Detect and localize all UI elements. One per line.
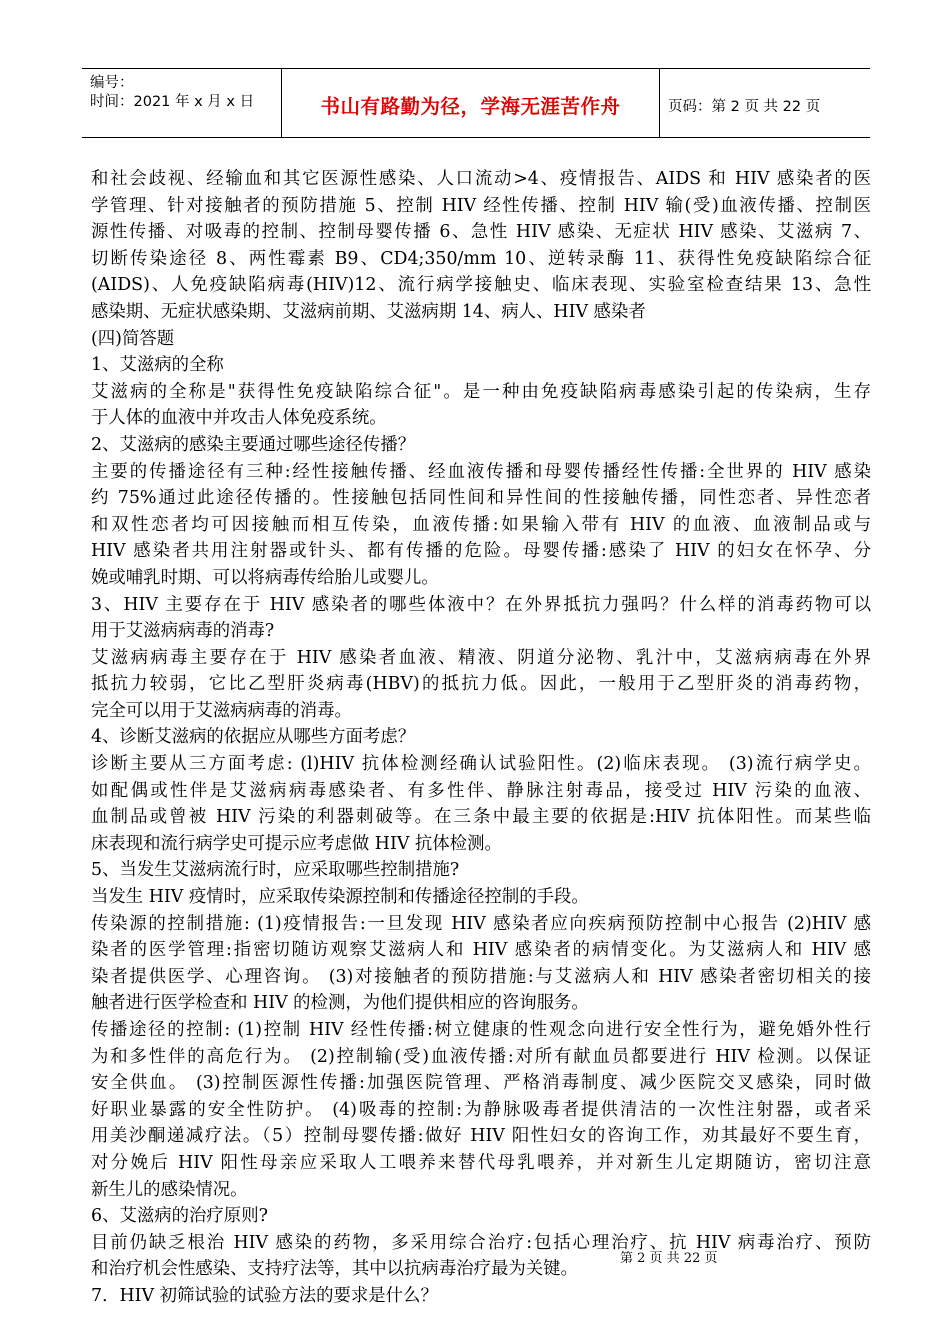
text-line: 娩或哺乳时期、可以将病毒传给胎儿或婴儿。 (91, 567, 439, 588)
text-line: 和社会歧视、经输血和其它医源性感染、人口流动>4、疫情报告、AIDS 和 HIV 感染者的医 (91, 169, 871, 189)
page-label: 页码：第 2 页 共 22 页 (668, 98, 821, 115)
text-line: 切断传染途径 8、两性霉素 B9、CD4;350/mm 10、逆转录酶 11、获得性免疫缺陷综合征 (91, 248, 871, 269)
text-line: 7．HIV 初筛试验的试验方法的要求是什么？ (91, 1285, 438, 1306)
text-line: 染者提供医学、心理咨询。 (3)对接触者的预防措施:与艾滋病人和 HIV 感染者密切相关的接 (91, 966, 871, 987)
text-line: 传播途径的控制: (1)控制 HIV 经性传播:树立健康的性观念向进行安全性行为，避免婚外性行 (91, 1020, 871, 1040)
text-line: 1、艾滋病的全称 (91, 355, 224, 376)
text-line: 血制品或曾被 HIV 污染的利器刺破等。在三条中最主要的依据是:HIV 抗体阳性。而某些临 (91, 807, 871, 828)
text-line: 和治疗机会性感染、支持疗法等，其中以抗病毒治疗最为关键。 (91, 1259, 578, 1280)
text-line: 学管理、针对接触者的预防措施 5、控制 HIV 经性传播、控制 HIV 输(受)血液传播、控制医 (91, 195, 871, 216)
page-footer: 第 2 页 共 22 页 (620, 1251, 718, 1266)
text-line: HIV 感染者共用注射器或针头、都有传播的危险。母婴传播:感染了 HIV 的妇女在怀孕、分 (91, 541, 871, 562)
text-line: 床表现和流行病学史可提示应考虑做 HIV 抗体检测。 (91, 833, 502, 854)
text-line: 主要的传播途径有三种:经性接触传播、经血液传播和母婴传播经性传播:全世界的 HIV 感染 (91, 461, 871, 482)
header-motto-cell (282, 69, 660, 137)
text-line: 完全可以用于艾滋病病毒的消毒。 (91, 700, 352, 721)
text-line: 新生儿的感染情况。 (91, 1179, 248, 1200)
text-line: 4、诊断艾滋病的依据应从哪些方面考虑？ (91, 727, 416, 748)
text-line: 诊断主要从三方面考虑: (l)HIV 抗体检测经确认试验阳性。(2)临床表现。 (3)流行病学史。 (91, 754, 871, 775)
text-line: 如配偶或性伴是艾滋病病毒感染者、有多性伴、静脉注射毒品，接受过 HIV 污染的血液、 (91, 780, 871, 801)
text-line: 染者的医学管理:指密切随访观察艾滋病人和 HIV 感染者的病情变化。为艾滋病人和 HIV 感 (91, 940, 871, 961)
header-page-cell (660, 69, 870, 137)
text-line: 目前仍缺乏根治 HIV 感染的药物，多采用综合治疗:包括心理治疗、抗 HIV 病毒治疗、预防 (91, 1232, 871, 1253)
text-line: 安全供血。 (3)控制医源性传播:加强医院管理、严格消毒制度、减少医院交叉感染，同时做 (91, 1073, 871, 1094)
text-line: 源性传播、对吸毒的控制、控制母婴传播 6、急性 HIV 感染、无症状 HIV 感染、艾滋病 7、 (91, 222, 871, 243)
text-line: 艾滋病的全称是"获得性免疫缺陷综合征"。是一种由免疫缺陷病毒感染引起的传染病，生存 (91, 381, 871, 402)
document-body (91, 166, 871, 1310)
text-line: 对分娩后 HIV 阳性母亲应采取人工喂养来替代母乳喂养，并对新生儿定期随访，密切注意 (91, 1152, 871, 1173)
text-line: 触者进行医学检查和 HIV 的检测，为他们提供相应的咨询服务。 (91, 993, 589, 1014)
text-line: 5、当发生艾滋病流行时，应采取哪些控制措施? (91, 860, 460, 881)
text-line: 为和多性伴的高危行为。 (2)控制输(受)血液传播:对所有献血员都要进行 HIV 检测。以保证 (91, 1046, 871, 1067)
text-line: 6、艾滋病的治疗原则? (91, 1206, 268, 1227)
text-line: 3、HIV 主要存在于 HIV 感染者的哪些体液中？在外界抵抗力强吗？什么样的消毒药物可以 (91, 594, 871, 615)
number-label: 编号： (90, 75, 134, 91)
text-line: 约 75%通过此途径传播的。性接触包括同性间和异性间的性接触传播，同性恋者、异性恋者 (91, 488, 871, 509)
header-meta (82, 69, 282, 137)
text-line: 于人体的血液中并攻击人体免疫系统。 (91, 408, 387, 429)
date-label: 时间：2021 年 x 月 x 日 (90, 94, 255, 110)
text-line: 和双性恋者均可因接触而相互传染，血液传播:如果输入带有 HIV 的血液、血液制品或与 (91, 514, 871, 535)
text-line: 当发生 HIV 疫情时，应采取传染源控制和传播途径控制的手段。 (91, 887, 589, 908)
document-header (82, 68, 870, 138)
text-line: 艾滋病病毒主要存在于 HIV 感染者血液、精液、阴道分泌物、乳汁中，艾滋病病毒在外界 (91, 647, 871, 668)
text-line: (AIDS)、人免疫缺陷病毒(HIV)12、流行病学接触史、临床表现、实验室检查结果 13、急性 (91, 275, 871, 296)
text-line: 2、艾滋病的感染主要通过哪些途径传播？ (91, 434, 416, 455)
text-line: 感染期、无症状感染期、艾滋病前期、艾滋病期 14、病人、HIV 感染者 (91, 301, 646, 322)
motto-text: 书山有路勤为径，学海无涯苦作舟 (320, 95, 621, 118)
text-line: 抵抗力较弱，它比乙型肝炎病毒(HBV)的抵抗力低。因此，一般用于乙型肝炎的消毒药物， (91, 674, 871, 695)
text-line: 好职业暴露的安全性防护。 (4)吸毒的控制:为静脉吸毒者提供清洁的一次性注射器，或者采 (91, 1099, 871, 1120)
text-line: (四)简答题 (91, 328, 175, 349)
text-line: 传染源的控制措施: (1)疫情报告:一旦发现 HIV 感染者应向疾病预防控制中心报告 (2)HIV 感 (91, 913, 871, 934)
text-line: 用于艾滋病病毒的消毒? (91, 621, 275, 642)
text-line: 用美沙酮递减疗法。（5）控制母婴传播:做好 HIV 阳性妇女的咨询工作，劝其最好不要生育， (91, 1126, 871, 1147)
